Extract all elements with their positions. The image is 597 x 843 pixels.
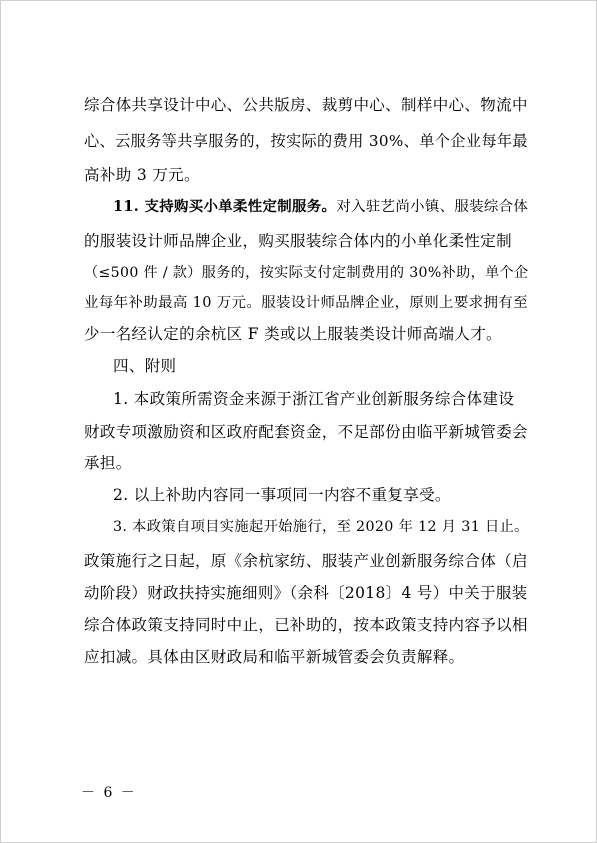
body-line: 应扣减。具体由区财政局和临平新城管委会负责解释。	[84, 648, 465, 666]
page-number: － 6 －	[81, 785, 137, 801]
body-line: 心、云服务等共享服务的，按实际的费用 30%、单个企业每年最	[84, 132, 528, 150]
body-line: 综合体共享设计中心、公共版房、裁剪中心、制样中心、物流中	[84, 96, 528, 114]
body-line: 高补助 3 万元。	[84, 166, 200, 184]
body-line: 少一名经认定的余杭区 F 类或以上服装类设计师高端人才。	[84, 325, 502, 343]
body-line: 业每年补助最高 10 万元。服装设计师品牌企业，原则上要求拥有至	[84, 295, 528, 311]
item-11-heading: 11. 支持购买小单柔性定制服务。	[113, 198, 337, 215]
body-line: 综合体政策支持同时中止，已补助的，按本政策支持内容予以相	[84, 616, 528, 634]
body-line: 政策施行之日起，原《余杭家纺、服装产业创新服务综合体（启	[84, 552, 528, 570]
body-line: 3. 本政策自项目实施起开始施行，至 2020 年 12 月 31 日止。	[113, 519, 529, 535]
body-line: 2. 以上补助内容同一事项同一内容不重复享受。	[113, 486, 451, 504]
body-line: 承担。	[84, 454, 132, 472]
item-11-paragraph	[113, 197, 528, 217]
body-line: 的服装设计师品牌企业，购买服装综合体内的小单化柔性定制	[84, 232, 512, 250]
body-line: （≤500 件 / 款）服务的，按实际支付定制费用的 30%补助，单个企	[84, 265, 529, 281]
body-text: 对入驻艺尚小镇、服装综合体	[336, 199, 529, 215]
body-line: 1. 本政策所需资金来源于浙江省产业创新服务综合体建设	[113, 390, 515, 408]
body-line: 动阶段）财政扶持实施细则》（余科〔2018〕4 号）中关于服装	[84, 584, 528, 602]
section-heading: 四、附则	[113, 357, 177, 375]
body-line: 财政专项激励资和区政府配套资金，不足部份由临平新城管委会	[84, 423, 528, 441]
